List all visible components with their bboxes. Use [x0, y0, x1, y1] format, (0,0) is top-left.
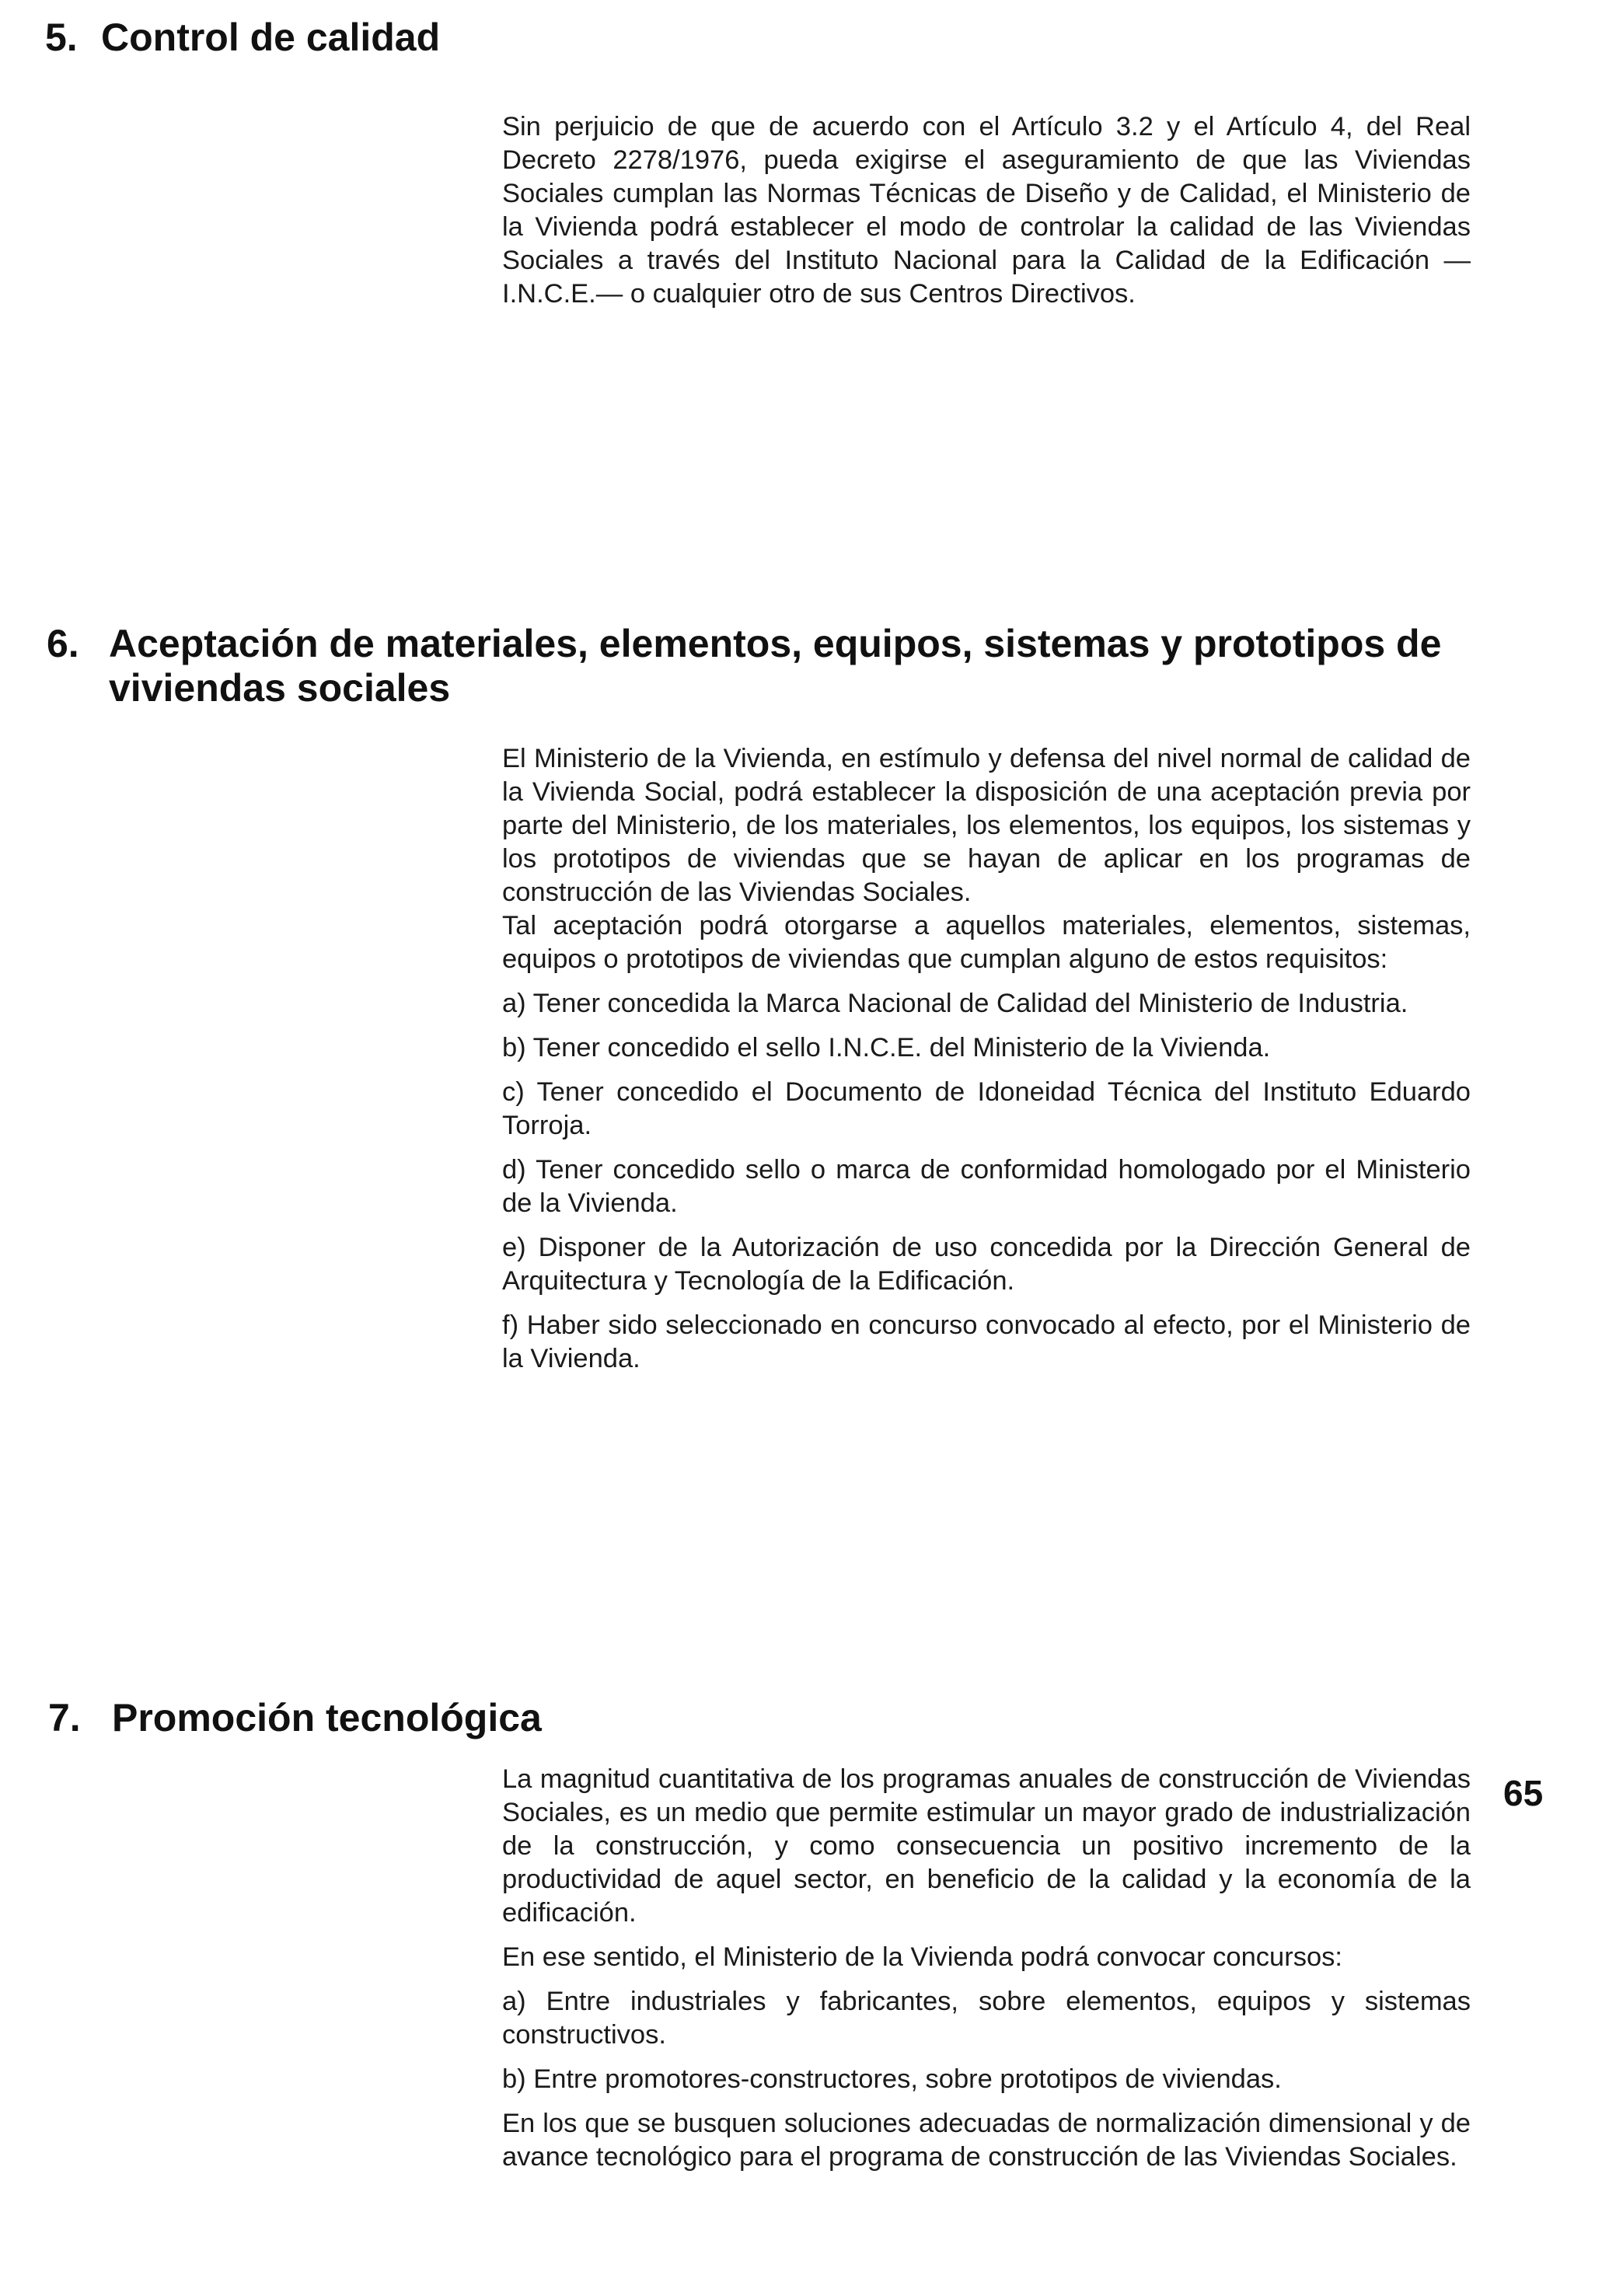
section-7-number: 7. — [48, 1696, 81, 1739]
section-5-number: 5. — [45, 16, 78, 59]
section-5-paragraph: Sin perjuicio de que de acuerdo con el Artículo 3.2 y el Artículo 4, del Real Decreto 2278/1976, pueda exigirse el aseguramiento de que las Viviendas Sociales cumplan las Normas Técnicas de Diseño y de Calidad, el Ministerio de la Vivienda podrá establecer el modo de controlar la calidad de las Viviendas Sociales a través del Instituto Nacional para la Calidad de la Edificación —I.N.C.E.— o cualquier otro de sus Centros Directivos. — [502, 112, 1471, 309]
section-7-paragraph: La magnitud cuantitativa de los programas anuales de construcción de Viviendas Sociales, es un medio que permite estimular un mayor grado de industrialización de la construcción, y como consecuencia un positivo incremento de la productividad de aquel sector, en beneficio de la calidad y la economía de la edificación. — [502, 1764, 1471, 1928]
section-5-title: Control de calidad — [101, 16, 441, 59]
list-item: d) Tener concedido sello o marca de conformidad homologado por el Ministerio de la Vivienda. — [502, 1155, 1471, 1218]
section-6-paragraph: El Ministerio de la Vivienda, en estímulo y defensa del nivel normal de calidad de la Vivienda Social, podrá establecer la disposición de una aceptación previa por parte del Ministerio, de los materiales, los elementos, los equipos, los sistemas y los prototipos de viviendas que se hayan de aplicar en los programas de construcción de las Viviendas Sociales. — [502, 744, 1471, 907]
section-6-body — [502, 742, 1471, 1376]
list-item: a) Tener concedida la Marca Nacional de Calidad del Ministerio de Industria. — [502, 989, 1408, 1018]
list-item: f) Haber sido seleccionado en concurso convocado al efecto, por el Ministerio de la Vivienda. — [502, 1310, 1471, 1373]
section-6-heading — [47, 622, 1555, 710]
section-7-paragraph: En ese sentido, el Ministerio de la Vivienda podrá convocar concursos: — [502, 1942, 1342, 1972]
list-item: e) Disponer de la Autorización de uso concedida por la Dirección General de Arquitectura y Tecnología de la Edificación. — [502, 1233, 1471, 1296]
section-5-heading — [45, 14, 440, 61]
section-6-title: Aceptación de materiales, elementos, equipos, sistemas y prototipos de viviendas sociales — [109, 622, 1442, 710]
section-7-body — [502, 1763, 1471, 2174]
list-item: c) Tener concedido el Documento de Idoneidad Técnica del Instituto Eduardo Torroja. — [502, 1077, 1471, 1140]
section-7-heading — [48, 1694, 542, 1741]
section-7-closing: En los que se busquen soluciones adecuadas de normalización dimensional y de avance tecnológico para el programa de construcción de las Viviendas Sociales. — [502, 2109, 1471, 2172]
section-7-title: Promoción tecnológica — [112, 1696, 542, 1739]
page-number: 65 — [1503, 1773, 1544, 1813]
section-6-paragraph: Tal aceptación podrá otorgarse a aquellos materiales, elementos, sistemas, equipos o prototipos de viviendas que cumplan alguno de estos requisitos: — [502, 911, 1471, 974]
list-item: a) Entre industriales y fabricantes, sobre elementos, equipos y sistemas constructivos. — [502, 1987, 1471, 2050]
list-item: b) Tener concedido el sello I.N.C.E. del Ministerio de la Vivienda. — [502, 1033, 1271, 1063]
section-5-body — [502, 110, 1471, 311]
list-item: b) Entre promotores-constructores, sobre prototipos de viviendas. — [502, 2064, 1282, 2094]
section-6-number: 6. — [47, 622, 79, 665]
